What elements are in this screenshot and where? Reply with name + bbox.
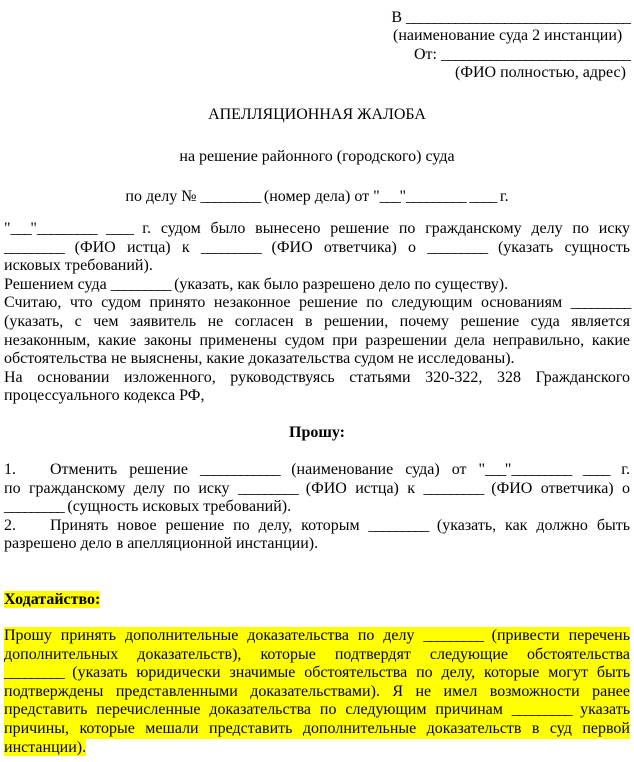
blank-fill-line: ____: [106, 220, 133, 237]
blank-fill-line: _________: [570, 294, 630, 312]
blank-fill-line: ____: [469, 188, 496, 205]
request-line: [4, 480, 630, 499]
blank-fill-line: ____________: [199, 461, 280, 478]
request-text: по гражданскому делу по иску _________ (ФИО истца) к _________ (ФИО ответчика) о: [4, 479, 631, 497]
blank-fill-line: ___: [379, 188, 400, 205]
petition-heading-text: Ходатайство:: [4, 591, 101, 608]
court-recipient-line: В ________________________________: [391, 9, 630, 26]
request-line: [4, 535, 630, 554]
blank-fill-line: ___: [485, 461, 505, 478]
request-text: Принять новое решение по делу, которым _________ (указать, как должно быть: [50, 516, 631, 534]
sender-line: От: ___________________________: [414, 46, 630, 63]
petition-line: Прошу принять дополнительные доказательства по делу _________ (привести перечень: [4, 627, 630, 644]
court-recipient-caption: (наименование суда 2 инстанции): [393, 27, 623, 44]
body-line: На основании изложенного, руководствуясь статьями 320-322, 328 Гражданского: [4, 368, 630, 386]
requests-list: [4, 461, 630, 554]
blank-fill-line: ________________________________: [406, 9, 630, 26]
body-line: процессуального кодекса РФ,: [4, 387, 205, 405]
request-line: [4, 517, 630, 536]
document-title: АПЕЛЛЯЦИОННАЯ ЖАЛОБА: [208, 106, 426, 123]
blank-fill-line: _________: [110, 275, 171, 293]
blank-fill-line: ___: [10, 220, 31, 237]
blank-fill-line: _________: [511, 461, 571, 478]
case-number-line: по делу № _________ (номер дела) от "___"_________ ____ г.: [125, 188, 509, 205]
blank-fill-line: _________: [4, 498, 64, 516]
blank-fill-line: _________: [427, 238, 487, 256]
blank-fill-line: ____: [582, 461, 610, 478]
blank-fill-line: ___________________________: [441, 46, 630, 63]
blank-fill-line: _________: [200, 238, 261, 256]
blank-fill-line: _________: [237, 479, 298, 497]
request-heading-text: Прошу:: [289, 424, 345, 441]
sender-caption: (ФИО полностью, адрес): [455, 64, 626, 81]
body-line: Решением суда _________ (указать, как было разрешено дело по существу).: [4, 275, 509, 293]
body-text: [4, 220, 630, 406]
blank-fill-line: _________: [368, 516, 428, 534]
request-heading: [0, 424, 634, 443]
petition-heading: [4, 591, 100, 610]
blank-fill-line: _________: [4, 664, 64, 682]
request-line: [4, 461, 630, 480]
request-text: _________ (сущность исковых требований).: [4, 498, 292, 516]
blank-fill-line: _________: [36, 220, 97, 237]
body-line: (указать, с чем заявитель не согласен в решении, почему решение суда является: [4, 312, 630, 330]
document-subtitle: на решение районного (городского) суда: [179, 148, 455, 165]
petition-line: дополнительных доказательств), которые подтвердят следующие обстоятельства: [4, 645, 630, 663]
blank-fill-line: _________: [511, 701, 572, 719]
blank-fill-line: _________: [406, 188, 466, 205]
body-line: незаконным, какие законы применены судом при разрешении дела неправильно, какие: [4, 331, 630, 349]
blank-fill-line: _________: [200, 188, 260, 205]
petition-line: подтверждены представленными доказательствами). Я не имел возможности ранее: [4, 682, 630, 700]
body-line: Считаю, что судом принято незаконное решение по следующим основаниям _________: [4, 294, 630, 312]
request-line: [4, 498, 630, 517]
petition-line: [4, 739, 630, 758]
blank-fill-line: _________: [423, 479, 483, 497]
body-line: обстоятельства не выяснены, какие доказательства судом не исследованы).: [4, 350, 515, 368]
request-text: Отменить решение ____________ (наименование суда) от "___"_________ ____ г.: [50, 461, 631, 478]
body-line: "___"_________ ____ г. судом было вынесено решение по гражданскому делу по иску: [4, 220, 631, 237]
body-line: _________ (ФИО истца) к _________ (ФИО ответчика) о _________ (указать сущность: [4, 238, 631, 256]
body-line: исковых требований).: [4, 257, 153, 275]
request-text: разрешено дело в апелляционной инстанции).: [4, 535, 319, 553]
petition-line: представить перечисленные доказательства по следующим причинам _________ указать: [4, 701, 630, 719]
request-number: 2.: [4, 516, 16, 534]
petition-line: _________ (указать юридически значимые обстоятельства по делу, которые могут быть: [4, 664, 630, 682]
request-number: 1.: [4, 461, 16, 478]
petition-text: [4, 627, 630, 757]
blank-fill-line: _________: [423, 627, 483, 644]
petition-text-span: инстанции).: [4, 738, 87, 756]
petition-line: причины, которые мешали представить дополнительные доказательств в суд первой: [4, 719, 630, 737]
blank-fill-line: _________: [4, 238, 64, 256]
